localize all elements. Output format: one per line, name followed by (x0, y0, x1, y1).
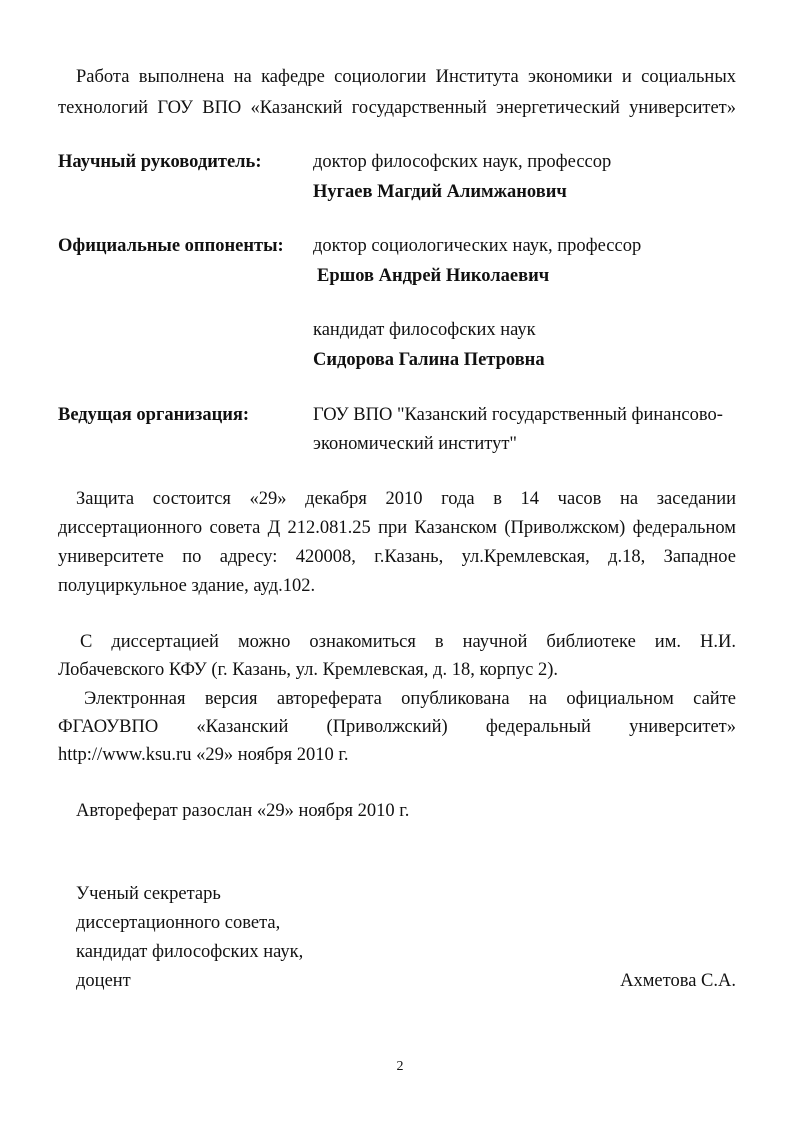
secretary-line-3: кандидат философских наук, (76, 942, 304, 962)
library-line-1: С диссертацией можно ознакомиться в научной библиотеке им. Н.И. (80, 632, 736, 652)
secretary-line-1: Ученый секретарь (76, 884, 221, 904)
electronic-line-1: Электронная версия автореферата опубликована на официальном сайте (84, 689, 736, 709)
intro-line-2: технологий ГОУ ВПО «Казанский государственный энергетический университет» (58, 98, 736, 118)
page-number: 2 (396, 1059, 404, 1074)
lead-org-line-2: экономический институт" (313, 434, 517, 454)
intro-line-1: Работа выполнена на кафедре социологии Института экономики и социальных (76, 67, 736, 87)
secretary-line-2: диссертационного совета, (76, 913, 281, 933)
defense-line-4: полуциркульное здание, ауд.102. (58, 576, 316, 596)
defense-line-3: университете по адресу: 420008, г.Казань, ул.Кремлевская, д.18, Западное (58, 547, 736, 567)
opponents-label: Официальные оппоненты: (58, 236, 284, 256)
opponent-1-degree: доктор социологических наук, профессор (313, 236, 642, 256)
library-line-2: Лобачевского КФУ (г. Казань, ул. Кремлевская, д. 18, корпус 2). (58, 660, 559, 680)
opponent-1-name: Ершов Андрей Николаевич (317, 266, 550, 286)
supervisor-degree: доктор философских наук, профессор (313, 152, 612, 172)
dispatch-date: Автореферат разослан «29» ноября 2010 г. (76, 801, 410, 821)
electronic-line-3: http://www.ksu.ru «29» ноября 2010 г. (58, 745, 349, 765)
supervisor-name: Нугаев Магдий Алимжанович (313, 182, 567, 202)
defense-line-2: диссертационного совета Д 212.081.25 при Казанском (Приволжском) федеральном (58, 518, 736, 538)
secretary-name: Ахметова С.А. (620, 971, 736, 991)
electronic-line-2: ФГАОУВПО «Казанский (Приволжский) федеральный университет» (58, 717, 736, 737)
opponent-2-degree: кандидат философских наук (313, 320, 536, 340)
secretary-line-4: доцент (76, 971, 131, 991)
lead-org-line-1: ГОУ ВПО "Казанский государственный финансово- (313, 405, 723, 425)
supervisor-label: Научный руководитель: (58, 152, 262, 172)
opponent-2-name: Сидорова Галина Петровна (313, 350, 545, 370)
defense-line-1: Защита состоится «29» декабря 2010 года в 14 часов на заседании (76, 489, 736, 509)
lead-org-label: Ведущая организация: (58, 405, 250, 425)
